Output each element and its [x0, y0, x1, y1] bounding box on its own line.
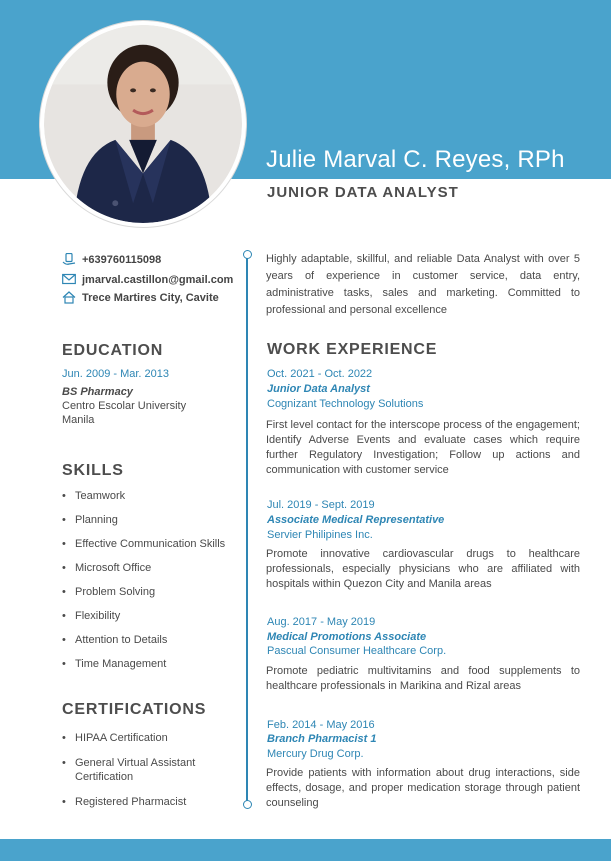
certifications-list	[62, 731, 242, 809]
skills-heading: SKILLS	[62, 462, 124, 479]
house-icon	[62, 291, 76, 304]
profile-photo	[40, 21, 246, 227]
contact-email: jmarval.castillon@gmail.com	[62, 273, 233, 286]
education-school: Centro Escolar University	[62, 400, 187, 412]
job-company: Servier Philipines Inc.	[267, 529, 373, 541]
job-company: Cognizant Technology Solutions	[267, 398, 424, 410]
contact-location: Trece Martires City, Cavite	[62, 291, 219, 304]
list-item: • Planning	[62, 513, 242, 527]
job-role: Junior Data Analyst	[267, 383, 370, 395]
list-item: • Microsoft Office	[62, 561, 242, 575]
candidate-name: Julie Marval C. Reyes, RPh	[266, 146, 565, 173]
education-heading: EDUCATION	[62, 342, 164, 359]
footer-band	[0, 839, 611, 861]
job-date: Feb. 2014 - May 2016	[267, 719, 375, 731]
list-item: • HIPAA Certification	[62, 731, 242, 745]
job-date: Oct. 2021 - Oct. 2022	[267, 368, 373, 380]
profile-summary: Highly adaptable, skillful, and reliable Data Analyst with over 5 years of experience in customer service, data entry, administrative tasks, sales and marketing. Committed to professional and personal excellence	[266, 253, 580, 316]
list-item: • General Virtual Assistant Certification	[62, 756, 242, 784]
timeline-dot-bottom	[243, 800, 252, 809]
list-item: • Effective Communication Skills	[62, 537, 242, 551]
education-date: Jun. 2009 - Mar. 2013	[62, 368, 170, 380]
work-experience-heading: WORK EXPERIENCE	[267, 341, 438, 358]
certifications-heading: CERTIFICATIONS	[62, 701, 207, 718]
list-item: • Time Management	[62, 657, 242, 671]
phone-hand-icon	[62, 253, 76, 266]
contact-phone: +639760115098	[62, 253, 161, 266]
list-item: • Registered Pharmacist	[62, 795, 242, 809]
timeline-line	[246, 257, 248, 804]
list-item: • Attention to Details	[62, 633, 242, 647]
job-title: JUNIOR DATA ANALYST	[267, 184, 459, 201]
job-role: Associate Medical Representative	[267, 514, 445, 526]
job-description: Promote pediatric multivitamins and food supplements to healthcare professionals in Marikina and Rizal areas	[266, 665, 580, 692]
list-item: • Teamwork	[62, 489, 242, 503]
envelope-icon	[62, 273, 76, 286]
education-degree: BS Pharmacy	[62, 386, 133, 398]
job-company: Pascual Consumer Healthcare Corp.	[267, 645, 447, 657]
job-role: Medical Promotions Associate	[267, 631, 427, 643]
job-company: Mercury Drug Corp.	[267, 748, 364, 760]
job-date: Aug. 2017 - May 2019	[267, 616, 376, 628]
list-item: • Flexibility	[62, 609, 242, 623]
job-description: Provide patients with information about drug interactions, side effects, dosage, and proper medication storage through patient counseling	[266, 767, 580, 809]
education-city: Manila	[62, 414, 95, 426]
list-item: • Problem Solving	[62, 585, 242, 599]
skills-list	[62, 489, 242, 671]
job-description: Promote innovative cardiovascular drugs to healthcare professionals, especially physicians who are affiliated with hospitals within Quezon City and Manila areas	[266, 548, 580, 590]
job-date: Jul. 2019 - Sept. 2019	[267, 499, 375, 511]
job-role: Branch Pharmacist 1	[267, 733, 377, 745]
timeline-dot-top	[243, 250, 252, 259]
job-description: First level contact for the interscope process of the engagement; Identify Adverse Events and evaluate cases which require further Regulatory Investigation; Follow up actions and communication with customer service	[266, 419, 580, 476]
